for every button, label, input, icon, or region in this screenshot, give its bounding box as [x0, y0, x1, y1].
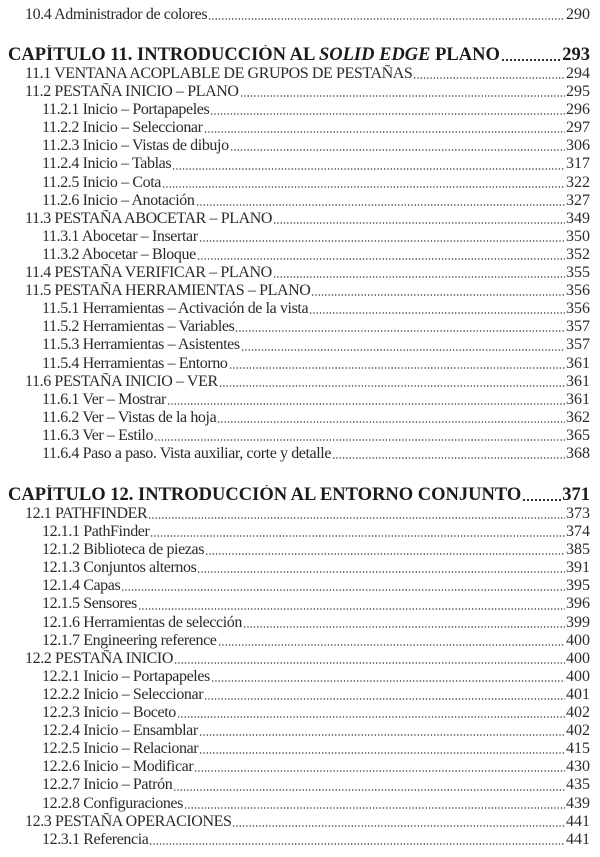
dot-leader [154, 439, 565, 441]
toc-entry-page: 391 [566, 559, 590, 577]
dot-leader [174, 662, 565, 664]
toc-entry-title: 11.3.2 Abocetar – Bloque [42, 245, 196, 263]
toc-entry-page: 441 [566, 812, 590, 830]
toc-entry-title: 11.6 PESTAÑA INICIO – VER [25, 372, 218, 390]
toc-entry-page: 361 [566, 354, 590, 372]
toc-entry-page: 402 [566, 704, 590, 722]
toc-entry-page: 400 [566, 667, 590, 685]
toc-entry-page: 361 [566, 390, 590, 408]
dot-leader [121, 589, 565, 591]
toc-entry-page: 327 [566, 191, 590, 209]
toc-entry-page: 365 [566, 426, 590, 444]
toc-subsection[interactable] [0, 559, 600, 577]
dot-leader [218, 644, 566, 646]
toc-entry-title: 11.4 PESTAÑA VERIFICAR – PLANO [25, 264, 272, 282]
toc-section[interactable] [0, 505, 600, 523]
toc-section[interactable] [0, 83, 600, 101]
toc-entry-title: 11.3 PESTAÑA ABOCETAR – PLANO [25, 209, 273, 227]
dot-leader [243, 626, 565, 628]
toc-entry-title: 12.1.4 Capas [42, 577, 121, 595]
chapter-12-section [0, 485, 600, 849]
dot-leader [184, 807, 565, 809]
toc-entry-title: 12.2.4 Inicio – Ensamblar [42, 722, 198, 740]
dot-leader [309, 312, 565, 314]
dot-leader [230, 149, 565, 151]
toc-subsection[interactable] [0, 795, 600, 813]
chapter-title-text-end: PLANO [430, 45, 500, 65]
toc-entry-title: 11.5.1 Herramientas – Activación de la vista [42, 300, 309, 318]
chapter-title-text: CAPÍTULO 11. INTRODUCCIÓN AL [8, 45, 319, 65]
dot-leader [217, 421, 565, 423]
toc-entry-title: 11.2.5 Inicio – Cota [42, 173, 161, 191]
dot-leader [204, 131, 565, 133]
toc-entry-title: 12.2.7 Inicio – Patrón [42, 776, 173, 794]
toc-subsection[interactable] [0, 831, 600, 849]
dot-leader [148, 517, 565, 519]
toc-entry-page: 435 [566, 776, 590, 794]
toc-entry-title: 11.5.4 Herramientas – Entorno [42, 354, 228, 372]
toc-entry-title: 11.2 PESTAÑA INICIO – PLANO [25, 83, 239, 101]
chapter-page: 371 [562, 485, 590, 505]
toc-subsection[interactable] [0, 632, 600, 650]
toc-entry-page: 402 [566, 722, 590, 740]
toc-entry-title: 11.6.1 Ver – Mostrar [42, 390, 166, 408]
toc-entry-page: 350 [566, 227, 590, 245]
toc-entry-page: 294 [566, 65, 590, 82]
toc-subsection[interactable] [0, 137, 600, 155]
toc-entry-page: 373 [566, 505, 590, 522]
toc-entry-page: 317 [566, 155, 590, 173]
toc-entry-title: 12.1 PATHFINDER [25, 505, 148, 522]
toc-subsection[interactable] [0, 391, 600, 409]
toc-subsection[interactable] [0, 686, 600, 704]
toc-entry-title: 11.5.2 Herramientas – Variables [42, 318, 235, 336]
dot-leader [205, 553, 565, 555]
toc-entry-page: 368 [566, 444, 590, 462]
toc-entry-page: 322 [566, 173, 590, 191]
toc-entry-page: 400 [566, 649, 590, 667]
toc-entry-title: 12.2.3 Inicio – Boceto [42, 704, 176, 722]
toc-entry-title: 12.2.1 Inicio – Portapapeles [42, 667, 210, 685]
toc-subsection[interactable] [0, 336, 600, 354]
toc-entry-title: 12.3.1 Referencia [42, 830, 149, 848]
dot-leader [332, 457, 565, 459]
dot-leader [196, 204, 566, 206]
chapter-title-italic: SOLID EDGE [318, 45, 431, 65]
toc-subsection[interactable] [0, 300, 600, 318]
toc-entry-title: 12.1.6 Herramientas de selección [42, 613, 243, 631]
toc-entry-page: 361 [566, 372, 590, 390]
toc-entry-title: 12.1.2 Biblioteca de piezas [42, 541, 205, 559]
toc-subsection[interactable] [0, 704, 600, 722]
toc-entry-title: 11.2.6 Inicio – Anotación [42, 191, 195, 209]
toc-subsection[interactable] [0, 668, 600, 686]
chapter-heading[interactable] [0, 45, 600, 65]
toc-section[interactable] [0, 282, 600, 300]
toc-entry-title: 12.1.3 Conjuntos alternos [42, 559, 197, 577]
toc-entry-title: 11.3.1 Abocetar – Insertar [42, 227, 198, 245]
dot-leader [311, 294, 565, 296]
dot-leader [204, 698, 565, 700]
toc-entry-page: 399 [566, 613, 590, 631]
toc-entry-title: 12.3 PESTAÑA OPERACIONES [25, 812, 232, 830]
toc-subsection[interactable] [0, 192, 600, 210]
toc-entry-page: 385 [566, 541, 590, 559]
toc-entry-page: 395 [566, 577, 590, 595]
toc-entry-title: 12.2.5 Inicio – Relacionar [42, 740, 199, 758]
toc-entry-page: 355 [566, 264, 590, 282]
dot-leader [232, 825, 565, 827]
dot-leader [211, 680, 565, 682]
toc-subsection[interactable] [0, 776, 600, 794]
toc-subsection[interactable] [0, 722, 600, 740]
toc-section[interactable] [0, 813, 600, 831]
toc-entry-page: 374 [566, 523, 590, 541]
toc-entry-title: 11.5 PESTAÑA HERRAMIENTAS – PLANO [25, 282, 311, 300]
dot-leader [241, 349, 565, 351]
dot-leader [219, 385, 565, 387]
toc-entry-title: 12.1.7 Engineering reference [42, 631, 217, 649]
chapter-title [8, 485, 521, 505]
toc-entry-page: 401 [566, 685, 590, 703]
toc-section[interactable] [0, 650, 600, 668]
dot-leader [210, 113, 565, 115]
toc-entry-page: 297 [566, 119, 590, 137]
toc-entry[interactable] [0, 6, 600, 24]
dot-leader [150, 535, 565, 537]
toc-entry-title: 12.1.1 PathFinder [42, 523, 150, 541]
toc-subsection[interactable] [0, 174, 600, 192]
dot-leader [199, 734, 565, 736]
toc-prev-section [0, 6, 600, 24]
toc-entry-page: 441 [566, 830, 590, 848]
toc-subsection[interactable] [0, 595, 600, 613]
toc-subsection[interactable] [0, 119, 600, 137]
toc-section[interactable] [0, 264, 600, 282]
toc-entry-title: 11.6.2 Ver – Vistas de la hoja [42, 408, 217, 426]
chapter-11-section [0, 45, 600, 463]
dot-leader [149, 843, 565, 845]
dot-leader [199, 752, 565, 754]
dot-leader [173, 789, 565, 791]
toc-entry-page: 362 [566, 408, 590, 426]
toc-entry-page: 357 [566, 336, 590, 354]
dot-leader [138, 608, 565, 610]
toc-subsection[interactable] [0, 101, 600, 119]
toc-entry-page: 430 [566, 758, 590, 776]
chapter-title [8, 45, 500, 65]
toc-subsection[interactable] [0, 445, 600, 463]
dot-leader [172, 168, 565, 170]
toc-entry-title: 11.2.4 Inicio – Tablas [42, 155, 172, 173]
dot-leader [522, 499, 561, 501]
toc-entry-title: 10.4 Administrador de colores [25, 6, 208, 23]
toc-subsection[interactable] [0, 246, 600, 264]
toc-subsection[interactable] [0, 577, 600, 595]
toc-entry-title: 11.1 VENTANA ACOPLABLE DE GRUPOS DE PESTAÑAS [25, 65, 413, 82]
toc-entry-page: 439 [566, 794, 590, 812]
toc-entry-page: 295 [566, 83, 590, 101]
toc-entry-title: 11.2.2 Inicio – Seleccionar [42, 119, 203, 137]
toc-entry-page: 349 [566, 209, 590, 227]
dot-leader [197, 571, 565, 573]
toc-subsection[interactable] [0, 155, 600, 173]
dot-leader [229, 367, 565, 369]
dot-leader [273, 222, 565, 224]
toc-entry-page: 400 [566, 631, 590, 649]
toc-entry-title: 11.6.4 Paso a paso. Vista auxiliar, corte y detalle [42, 444, 332, 462]
toc-section[interactable] [0, 373, 600, 391]
dot-leader [208, 18, 565, 20]
toc-subsection[interactable] [0, 355, 600, 373]
dot-leader [501, 59, 561, 61]
dot-leader [162, 186, 565, 188]
toc-subsection[interactable] [0, 523, 600, 541]
toc-subsection[interactable] [0, 318, 600, 336]
toc-entry-title: 12.2 PESTAÑA INICIO [25, 649, 174, 667]
toc-entry-page: 357 [566, 318, 590, 336]
toc-entry-page: 306 [566, 137, 590, 155]
toc-entry-page: 290 [566, 6, 590, 23]
toc-subsection[interactable] [0, 427, 600, 445]
dot-leader [413, 77, 565, 79]
dot-leader [167, 403, 565, 405]
toc-section[interactable] [0, 65, 600, 83]
toc-entry-title: 12.2.2 Inicio – Seleccionar [42, 685, 204, 703]
toc-subsection[interactable] [0, 740, 600, 758]
toc-entry-page: 356 [566, 300, 590, 318]
toc-subsection[interactable] [0, 541, 600, 559]
toc-subsection[interactable] [0, 614, 600, 632]
dot-leader [235, 330, 565, 332]
toc-entry-page: 296 [566, 101, 590, 119]
dot-leader [177, 716, 565, 718]
toc-section[interactable] [0, 210, 600, 228]
toc-entry-title: 11.5.3 Herramientas – Asistentes [42, 336, 240, 354]
toc-entry-page: 396 [566, 595, 590, 613]
toc-entry-title: 12.2.6 Inicio – Modificar [42, 758, 194, 776]
dot-leader [194, 770, 565, 772]
toc-subsection[interactable] [0, 228, 600, 246]
chapter-page: 293 [562, 45, 590, 65]
toc-entry-title: 12.1.5 Sensores [42, 595, 137, 613]
dot-leader [197, 258, 565, 260]
toc-entry-title: 12.2.8 Configuraciones [42, 794, 183, 812]
toc-entry-page: 356 [566, 282, 590, 300]
toc-entry-title: 11.2.3 Inicio – Vistas de dibujo [42, 137, 229, 155]
toc-entry-title: 11.6.3 Ver – Estilo [42, 426, 154, 444]
chapter-title-text: CAPÍTULO 12. INTRODUCCIÓN AL ENTORNO CONJUNTO [8, 485, 522, 505]
dot-leader [240, 95, 565, 97]
toc-entry-page: 352 [566, 245, 590, 263]
chapter-heading[interactable] [0, 485, 600, 505]
toc-subsection[interactable] [0, 758, 600, 776]
dot-leader [199, 240, 565, 242]
dot-leader [273, 276, 565, 278]
toc-entry-page: 415 [566, 740, 590, 758]
toc-subsection[interactable] [0, 409, 600, 427]
toc-entry-title: 11.2.1 Inicio – Portapapeles [42, 101, 210, 119]
